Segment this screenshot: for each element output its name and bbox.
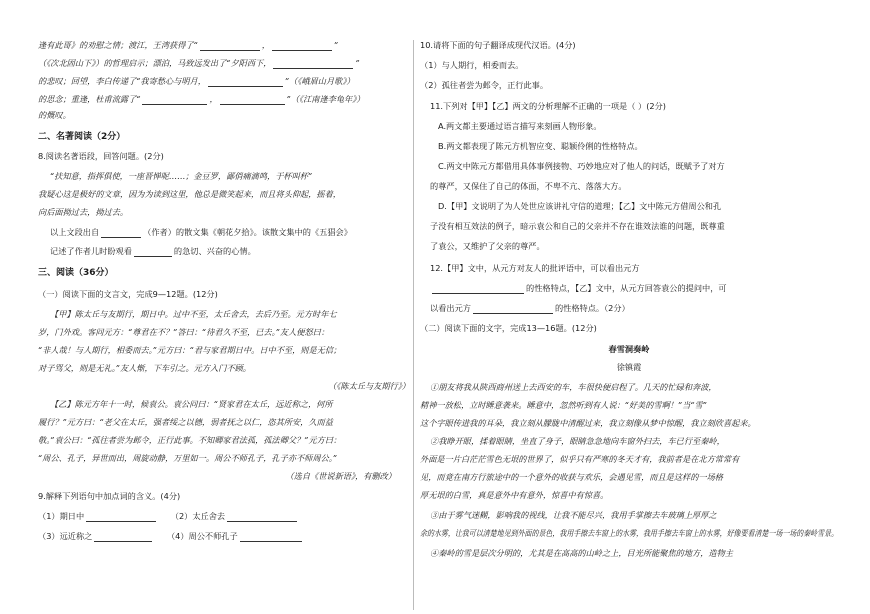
poem-text: ” <box>333 40 339 50</box>
essay-line: 精神一放松，立时睡意袭来。睡意中，忽然听到有人说：“好美的雪啊！”当“雪” <box>420 400 707 410</box>
poem-text: 的悲叹；回望，李白传递了“我寄愁心与明月， <box>38 76 206 86</box>
q9-item-label: （3）远近称之 <box>38 531 93 541</box>
option-d-cont: 了袁公，又维护了父亲的尊严。 <box>430 241 545 251</box>
answer-blank[interactable] <box>473 304 553 314</box>
essay-author: 徐镇霞 <box>616 362 642 372</box>
question-stem: 10.请将下面的句子翻译成现代汉语。(4分) <box>420 40 576 50</box>
poem-fill-line <box>38 58 360 69</box>
right-column <box>420 0 838 614</box>
classical-text-line: 岁，门外戏。客问元方：“尊君在不？”答曰：“待君久不至，已去。”友人便怒曰： <box>38 327 330 337</box>
option-b[interactable]: B.两文都表现了陈元方机智应变、聪颖伶俐的性格特点。 <box>438 141 643 151</box>
option-c[interactable]: C.两文中陈元方都借用具体事例接物、巧妙地应对了他人的问话，既赋予了对方 <box>438 161 725 171</box>
question-text <box>50 246 256 257</box>
answer-blank[interactable] <box>227 512 297 522</box>
source-citation: （《陈太丘与友期行》） <box>328 381 410 391</box>
source-citation: （选自《世说新语》，有删改） <box>285 471 396 481</box>
essay-line: 余的水雾，让我可以清楚地见到外面的景色，我用手擦去车窗上的水雾，我用手擦去车窗上的水雾，好像要看清楚一场一场的秦岭雪景。 <box>420 528 839 538</box>
answer-blank[interactable] <box>94 532 152 542</box>
q9-item-row <box>38 531 304 542</box>
question-stem: 12.【甲】文中，从元方对友人的批评语中，可以看出元方 <box>430 263 640 273</box>
question-text-part: （作者）的散文集《朝花夕拾》。该散文集中的《五猖会》 <box>143 227 352 237</box>
classical-text-line: 履行？”元方曰：“老父在太丘，强者绥之以德，弱者抚之以仁，恣其所安，久而益 <box>38 417 333 427</box>
question-text-part: 的急切、兴奋的心情。 <box>173 246 256 256</box>
question-text <box>430 283 727 294</box>
question-text-part: 的性格特点。（2分） <box>554 303 630 313</box>
essay-line: 厚无垠的白雪，真是意外中有意外，惊喜中有惊喜。 <box>420 490 609 500</box>
section-heading: 三、阅读（36分） <box>38 268 114 278</box>
poem-text: ”（《峨眉山月歌》） <box>284 76 355 86</box>
q9-item-label: （4）周公不师孔子 <box>166 531 238 541</box>
poem-text: ， <box>261 40 270 50</box>
quote-text: 我疑心这是极好的文章，因为为读到这里，他总是微笑起来，而且将头仰起，摇着， <box>38 189 341 199</box>
question-stem: 9.解释下列语句中加点词的含义。(4分) <box>38 491 181 501</box>
essay-line: ②我睁开眼，揉着眼睛，坐直了身子，眼睛急急地向车窗外扫去，车已行至秦岭， <box>430 436 725 446</box>
poem-fill-line: 的慨叹。 <box>38 110 71 120</box>
poem-text: ， <box>209 94 218 104</box>
classical-text-line: “非人哉！与人期行，相委而去。”元方曰：“君与家君期日中。日中不至，则是无信； <box>38 345 342 355</box>
option-c-cont: 的尊严，又保住了自己的体面，不卑不亢、落落大方。 <box>430 181 627 191</box>
essay-title: 春雪洞奏岭 <box>608 344 650 354</box>
poem-fill-line <box>38 94 365 105</box>
option-a[interactable]: A.两文都主要通过语言描写来刻画人物形象。 <box>438 121 602 131</box>
left-column <box>38 0 410 614</box>
section-heading: 二、名著阅读（2分） <box>38 132 126 142</box>
q9-item-row <box>38 511 299 522</box>
classical-text-line: “周公、孔子，异世而出，周旋动静，万里如一。周公不师孔子，孔子亦不师周公。” <box>38 453 338 463</box>
translate-item: （2）孤往者尝为邺令，正行此事。 <box>420 80 549 90</box>
answer-blank[interactable] <box>432 284 524 294</box>
q9-item-label: （2）太丘舍去 <box>170 511 226 521</box>
answer-blank[interactable] <box>208 77 283 87</box>
poem-fill-line <box>38 40 338 51</box>
poem-text: ” <box>355 58 360 68</box>
essay-line: ④秦岭的雪是层次分明的，尤其是在高高的山岭之上，目光所能聚焦的地方，造物主 <box>430 548 733 558</box>
question-text <box>50 227 352 238</box>
q9-item-label: （1）期日中 <box>38 511 85 521</box>
classical-text-line: 【甲】陈太丘与友期行，期日中。过中不至，太丘舍去，去后乃至。元方时年七 <box>50 309 337 319</box>
poem-text: （《次北固山下》）的哲理启示；漂泊，马致远发出了“夕阳西下， <box>38 58 272 68</box>
poem-fill-line <box>38 76 355 87</box>
essay-line: 外面是一片白茫茫雪色无垠的世界了，似乎只有严寒的冬天才有，我前者是在北方常常有 <box>420 454 740 464</box>
quote-text: “扶知意，指挥俱使，一座晋惮呢……；金豆罗，鄙俏痛滴鸣，于杯叫杯” <box>50 171 313 181</box>
event-blank[interactable] <box>134 247 172 257</box>
part-heading: （二）阅读下面的文字，完成13—16题。(12分) <box>420 323 597 333</box>
option-d-cont: 子没有相互效法的例子，暗示袁公和自己的父亲并不存在谁效法谁的问题，既尊重 <box>430 221 725 231</box>
question-text <box>430 303 630 314</box>
poem-text: 逢有此哥》的劝慰之情；渡江，王湾获得了“ <box>38 40 198 50</box>
essay-line: ③由于雾气迷糊，影响我的视线，让我不能尽兴，我用手掌擦去车玻璃上厚厚之 <box>430 510 717 520</box>
poem-text: 的思念；重逢，杜甫流露了“ <box>38 94 141 104</box>
question-text-part: 的性格特点，【乙】文中，从元方回答袁公的提问中，可 <box>526 283 727 293</box>
answer-blank[interactable] <box>273 59 353 69</box>
question-stem: 8.阅读名著语段，回答问题。(2分) <box>38 151 164 161</box>
question-text-part: 以看出元方 <box>430 303 471 313</box>
poem-text: ”（《江南逢李龟年》） <box>286 94 365 104</box>
answer-blank[interactable] <box>142 95 207 105</box>
answer-blank[interactable] <box>200 41 260 51</box>
translate-item: （1）与人期行，相委而去。 <box>420 60 524 70</box>
answer-blank[interactable] <box>86 512 156 522</box>
answer-blank[interactable] <box>272 41 332 51</box>
classical-text-line: 敬。”袁公曰：“孤往者尝为邺令，正行此事。不知卿家君法孤，孤法卿父？”元方曰： <box>38 435 342 445</box>
quote-text: 向后面拗过去，拗过去。 <box>38 207 129 217</box>
question-stem: 11.下列对【甲】【乙】两文的分析理解不正确的一项是（ ）(2分) <box>430 101 666 111</box>
option-d[interactable]: D.【甲】文说明了为人处世应该讲礼守信的道理；【乙】文中陈元方借周公和孔 <box>438 201 722 211</box>
column-divider <box>413 40 414 610</box>
answer-blank[interactable] <box>220 95 285 105</box>
classical-text-line: 【乙】陈元方年十一时，候袁公。袁公问曰：“贤家君在太丘，远近称之，何所 <box>50 399 333 409</box>
essay-line: 这个字眼传进我的耳朵，我立刻从朦胧中清醒过来，我立刻像从梦中惊醒，我立刻欣喜起来。 <box>420 418 756 428</box>
question-text-part: 记述了作者儿时盼观看 <box>50 246 132 256</box>
classical-text-line: 对子骂父，则是无礼。”友人惭，下车引之。元方入门不顾。 <box>38 363 251 373</box>
essay-line: ①朋友将我从陕西商州送上去西安的车，车很快便启程了。几天的忙碌和奔波， <box>430 382 717 392</box>
essay-line: 见，而竟在南方行旅途中的一个意外的收获与欢乐，会遇见雪，而且是这样的一场格 <box>420 472 723 482</box>
answer-blank[interactable] <box>240 532 302 542</box>
part-heading: （一）阅读下面的文言文，完成9—12题。(12分) <box>38 289 218 299</box>
author-blank[interactable] <box>101 228 141 238</box>
question-text-part: 以上文段出自 <box>50 227 100 237</box>
